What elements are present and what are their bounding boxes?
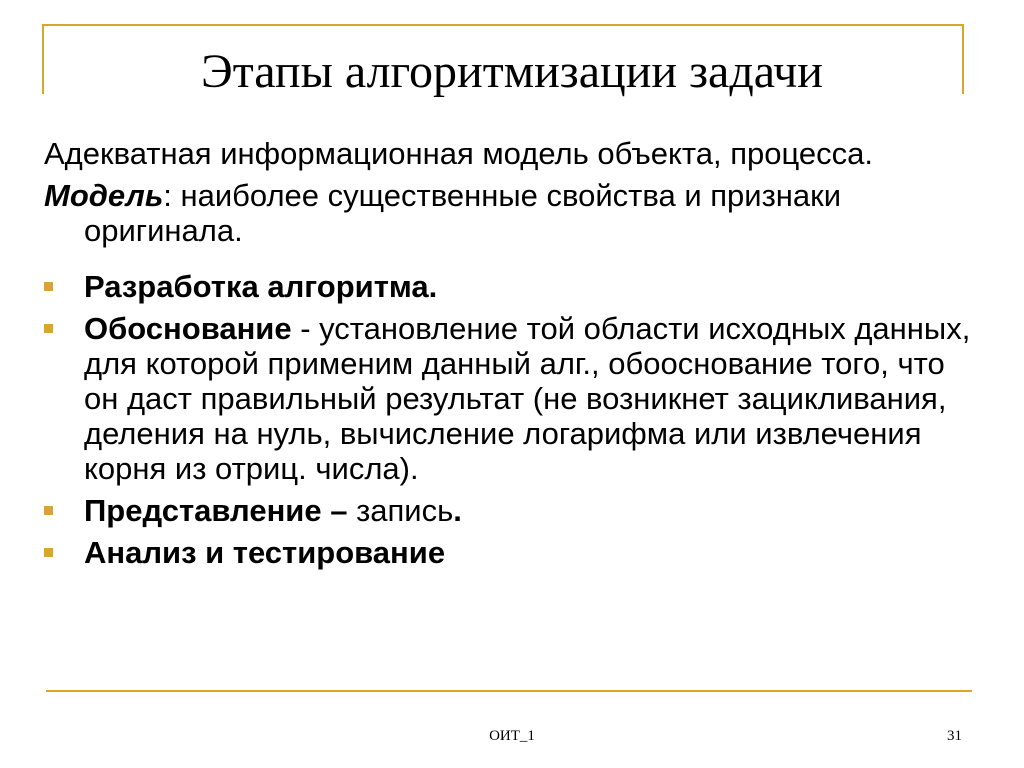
bullet-term: Разработка алгоритма. — [84, 269, 438, 304]
paragraph-model-term — [44, 178, 984, 248]
square-bullet-icon — [44, 324, 53, 333]
square-bullet-icon — [44, 282, 53, 291]
slide-title: Этапы алгоритмизации задачи — [201, 45, 823, 98]
bullet-item-justification — [44, 311, 984, 486]
slide-content — [44, 136, 984, 570]
paragraph-text: Адекватная информационная модель объекта, процесса. — [44, 136, 873, 171]
paragraph-model-definition — [44, 136, 984, 171]
paragraph-text: : наиболее существенные свойства и признаки оригинала. — [84, 178, 842, 248]
bullet-tail: . — [453, 493, 462, 528]
bullet-text: запись — [347, 493, 454, 528]
bullet-term: Представление – — [84, 493, 348, 528]
square-bullet-icon — [44, 548, 53, 557]
page-number: 31 — [947, 728, 962, 744]
bullet-item-representation — [44, 493, 984, 528]
bullet-item-development — [44, 269, 984, 304]
footer-divider — [46, 690, 972, 692]
title-frame-top-line — [42, 24, 964, 26]
bullet-term: Анализ и тестирование — [84, 535, 446, 570]
bullet-list — [44, 269, 984, 570]
footer-label: ОИТ_1 — [489, 728, 535, 744]
bullet-item-analysis — [44, 535, 984, 570]
bullet-term: Обоснование — [84, 311, 292, 346]
square-bullet-icon — [44, 506, 53, 515]
bullet-text: - установление той области исходных данных, для которой применим данный алг., обооснование того, что он даст правильный результат (не возникнет зацикливания, деления на нуль, вычисление логарифма или извлечения корня из отриц. числа). — [84, 311, 971, 486]
paragraph-term: Модель — [44, 178, 164, 213]
